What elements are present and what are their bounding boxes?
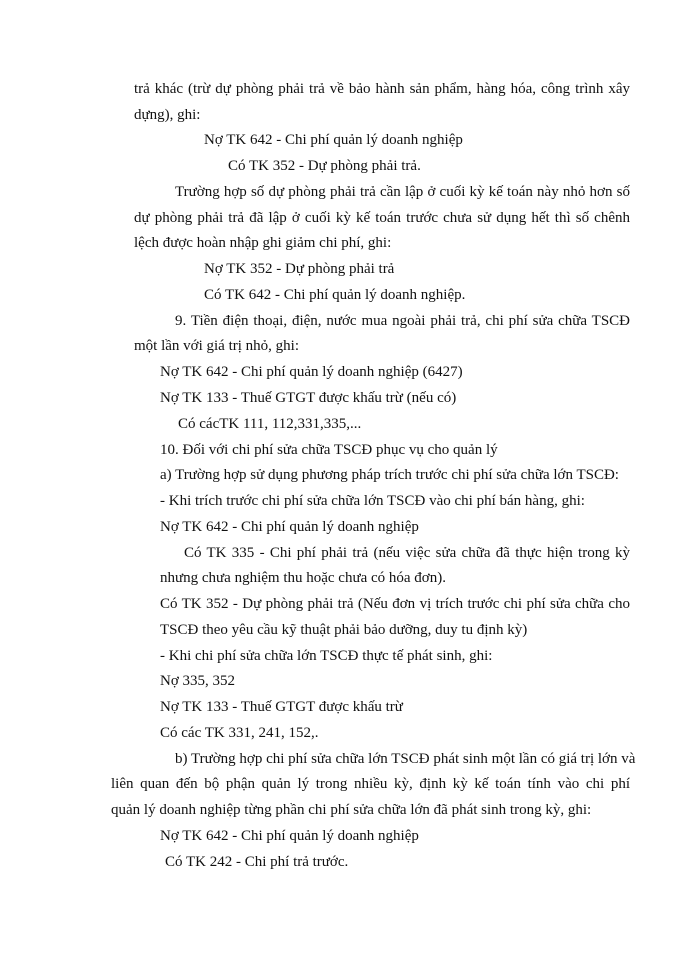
text-line: Có TK 242 - Chi phí trả trước. — [165, 854, 349, 870]
text-line: b) Trường hợp chi phí sửa chữa lớn TSCĐ phát sinh một lần có giá trị lớn và — [175, 751, 636, 767]
text-line: nhưng chưa nghiệm thu hoặc chưa có hóa đơn). — [160, 570, 446, 586]
text-line: Trường hợp số dự phòng phải trả cần lập ở cuối kỳ kế toán này nhỏ hơn số — [175, 184, 630, 200]
text-line: Có các TK 331, 241, 152,. — [160, 725, 319, 741]
text-line: lệch được hoàn nhập ghi giảm chi phí, ghi: — [134, 235, 392, 251]
text-line: Có cácTK 111, 112,331,335,... — [178, 416, 362, 432]
text-line: Có TK 352 - Dự phòng phải trả (Nếu đơn vị trích trước chi phí sửa chữa cho — [160, 596, 630, 612]
text-line: TSCĐ theo yêu cầu kỹ thuật phải bảo dưỡng, duy tu định kỳ) — [160, 622, 528, 638]
text-line: a) Trường hợp sử dụng phương pháp trích trước chi phí sửa chữa lớn TSCĐ: — [160, 467, 619, 483]
text-line: quản lý doanh nghiệp từng phần chi phí sửa chữa lớn đã phát sinh trong kỳ, ghi: — [111, 802, 592, 818]
text-line: Nợ TK 133 - Thuế GTGT được khấu trừ (nếu có) — [160, 390, 457, 406]
text-line: một lần với giá trị nhỏ, ghi: — [134, 338, 299, 354]
text-line: dự phòng phải trả đã lập ở cuối kỳ kế toán trước chưa sử dụng hết thì số chênh — [134, 210, 630, 226]
text-line: liên quan đến bộ phận quản lý trong nhiều kỳ, định kỳ kế toán tính vào chi phí — [111, 776, 630, 792]
text-line: Nợ TK 642 - Chi phí quản lý doanh nghiệp — [204, 132, 463, 148]
text-line: Nợ TK 642 - Chi phí quản lý doanh nghiệp — [160, 828, 419, 844]
text-line: Nợ TK 352 - Dự phòng phải trả — [204, 261, 395, 277]
text-line: Có TK 352 - Dự phòng phải trả. — [228, 158, 421, 174]
text-line: 9. Tiền điện thoại, điện, nước mua ngoài phải trả, chi phí sửa chữa TSCĐ — [175, 313, 630, 329]
text-line: 10. Đối với chi phí sửa chữa TSCĐ phục vụ cho quản lý — [160, 442, 498, 458]
text-line: Có TK 335 - Chi phí phải trả (nếu việc sửa chữa đã thực hiện trong kỳ — [184, 545, 630, 561]
text-line: Nợ TK 642 - Chi phí quản lý doanh nghiệp (6427) — [160, 364, 463, 380]
text-line: dựng), ghi: — [134, 107, 201, 123]
text-line: Có TK 642 - Chi phí quản lý doanh nghiệp. — [204, 287, 466, 303]
text-line: trả khác (trừ dự phòng phải trả về bảo hành sản phẩm, hàng hóa, công trình xây — [134, 81, 630, 97]
text-line: Nợ TK 642 - Chi phí quản lý doanh nghiệp — [160, 519, 419, 535]
text-line: Nợ 335, 352 — [160, 673, 236, 689]
text-line: - Khi trích trước chi phí sửa chữa lớn TSCĐ vào chi phí bán hàng, ghi: — [160, 493, 585, 509]
text-line: Nợ TK 133 - Thuế GTGT được khấu trừ — [160, 699, 403, 715]
text-line: - Khi chi phí sửa chữa lớn TSCĐ thực tế phát sinh, ghi: — [160, 648, 493, 664]
